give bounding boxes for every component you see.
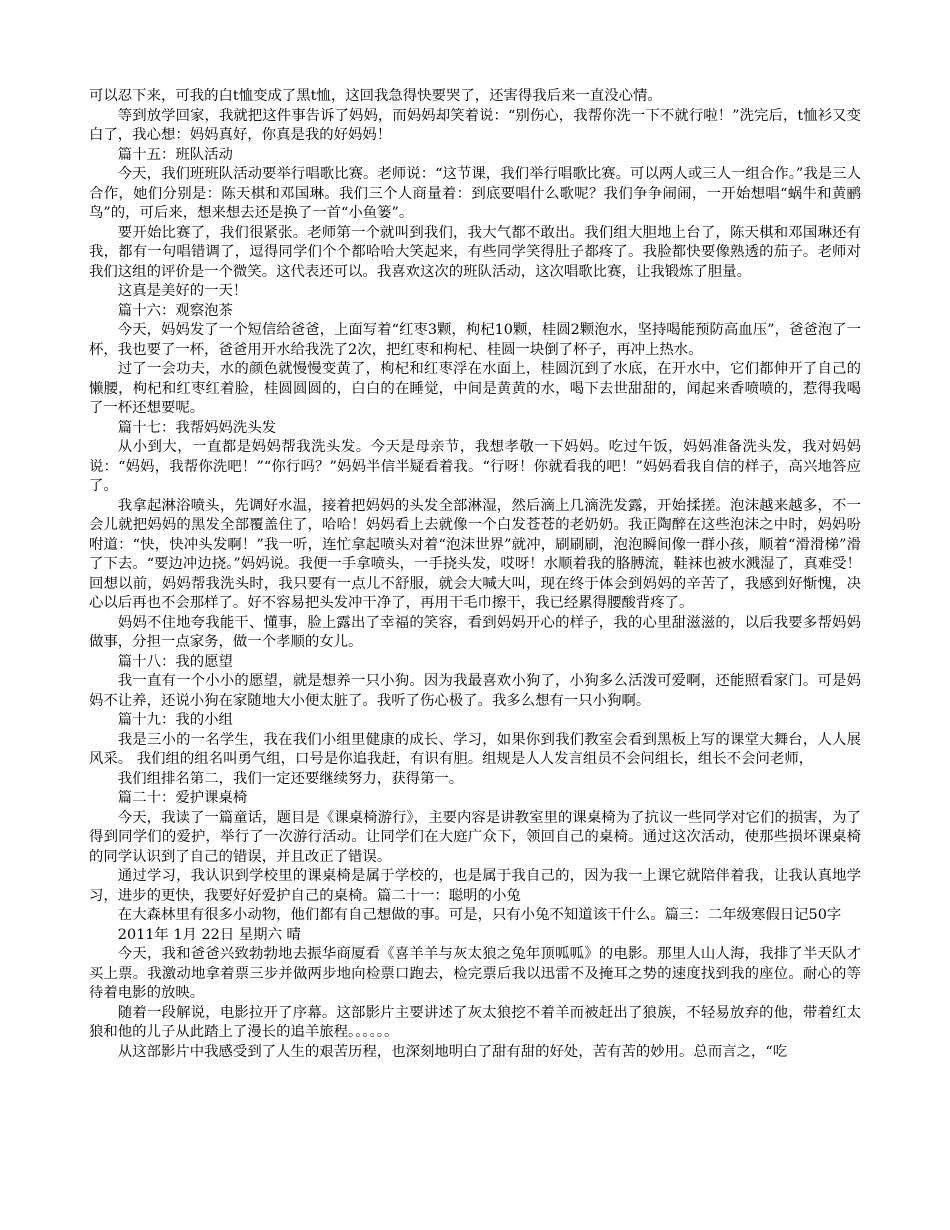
paragraph-9: 过了一会功夫，水的颜色就慢慢变黄了，枸杞和红枣浮在水面上，桂圆沉到了水底，在开水中，它们都伸开了自己的懒腰，枸杞和红枣红着脸，桂圆圆圆的，白白的在睡觉，中间是黄黄的水，喝下去世甜甜的，闻起来香喷喷的，惹得我喝了一杯还想要呢。 bbox=[89, 361, 861, 416]
diary-date: 2011年 1月 22日 星期六 晴 bbox=[117, 926, 301, 943]
paragraph-4: 今天，我们班班队活动要举行唱歌比赛。老师说：“这节课，我们举行唱歌比赛。可以两人或三人一组合作。”我是三人合作，她们分别是：陈天棋和邓国琳。我们三个人商量着：到底要唱什么歌呢？我们争争闹闹，一开始想唱“蜗牛和黄鹂鸟”的，可后来，想来想去还是换了一首“小鱼篓”。 bbox=[89, 166, 861, 221]
section-heading-18: 篇十八：我的愿望 bbox=[117, 653, 233, 670]
section-heading-19: 篇十九：我的小组 bbox=[117, 712, 233, 728]
section-heading-20: 篇二十：爱护课桌椅 bbox=[117, 790, 248, 806]
section-heading-17: 篇十七：我帮妈妈洗头发 bbox=[117, 419, 277, 436]
paragraph-25: 随着一段解说，电影拉开了序幕。这部影片主要讲述了灰太狼挖不着羊而被赶出了狼族，不轻易放弃的他，带着红太狼和他的儿子从此踏上了漫长的追羊旅程。。。。。。 bbox=[89, 1004, 861, 1040]
paragraph-17: 我是三小的一名学生，我在我们小组里健康的成长、学习，如果你到我们教室会看到黑板上写的课堂大舞台，人人展风采。 我们组的组名叫勇气组，口号是你追我赶，有识有胆。组规是人人发言组员不会问组长，组长不会问老师， bbox=[89, 731, 861, 767]
paragraph-1: 可以忍下来，可我的白t恤变成了黑t恤，这回我急得快要哭了，还害得我后来一直没心情。 bbox=[89, 88, 662, 104]
paragraph-22: 在大森林里有很多小动物，他们都有自己想做的事。可是，只有小兔不知道该干什么。篇三：二年级寒假日记50字 bbox=[117, 907, 842, 923]
document-body bbox=[89, 87, 861, 1062]
paragraph-20: 今天，我读了一篇童话，题目是《课桌椅游行》，主要内容是讲教室里的课桌椅为了抗议一些同学对它们的损害，为了得到同学们的爱护，举行了一次游行活动。让同学们在大庭广众下，领回自己的桌椅。通过这次活动，使那些损坏课桌椅的同学认识到了自己的错误，并且改正了错误。 bbox=[89, 809, 861, 865]
paragraph-26: 从这部影片中我感受到了人生的艰苦历程，也深刻地明白了甜有甜的好处，苦有苦的妙用。总而言之，“吃 bbox=[117, 1043, 788, 1060]
section-heading-15: 篇十五：班队活动 bbox=[117, 146, 233, 163]
paragraph-12: 我拿起淋浴喷头，先调好水温，接着把妈妈的头发全部淋湿，然后滴上几滴洗发露，开始揉搓。泡沫越来越多，不一会儿就把妈妈的黑发全部覆盖住了，哈哈！妈妈看上去就像一个白发苍苍的老奶奶。我正陶醉在这些泡沫之中时，妈妈吩咐道：“快，快冲头发啊！”我一听，连忙拿起喷头对着“泡沫世界”就冲，刷刷刷，泡泡瞬间像一群小孩，顺着“滑滑梯”滑了下去。“要边冲边挠。”妈妈说。我便一手拿喷头，一手挠头发，哎呀！水顺着我的胳膊流，鞋袜也被水溅湿了，真难受！回想以前，妈妈帮我洗头时，我只要有一点儿不舒服，就会大喊大叫，现在终于体会到妈妈的辛苦了，我感到好惭愧，决心以后再也不会那样了。好不容易把头发冲干净了，再用干毛巾擦干，我已经累得腰酸背疼了。 bbox=[89, 497, 861, 611]
paragraph-2: 等到放学回家，我就把这件事告诉了妈妈，而妈妈却笑着说：“别伤心，我帮你洗一下不就行啦！”洗完后，t恤衫又变白了，我心想：妈妈真好，你真是我的好妈妈！ bbox=[89, 107, 861, 143]
paragraph-13: 妈妈不住地夸我能干、懂事，脸上露出了幸福的笑容，看到妈妈开心的样子，我的心里甜滋滋的，以后我要多帮妈妈做事，分担一点家务，做一个孝顺的女儿。 bbox=[89, 614, 861, 650]
paragraph-5: 要开始比赛了，我们很紧张。老师第一个就叫到我们，我大气都不敢出。我们组大胆地上台了，陈天棋和邓国琳还有我，都有一句唱错调了，逗得同学们个个都哈哈大笑起来，有些同学笑得肚子都疼了。我脸都快要像熟透的茄子。老师对我们这组的评价是一个微笑。这代表还可以。我喜欢这次的班队活动，这次唱歌比赛，让我锻炼了胆量。 bbox=[89, 224, 861, 280]
paragraph-11: 从小到大，一直都是妈妈帮我洗头发。今天是母亲节，我想孝敬一下妈妈。吃过午饭，妈妈准备洗头发，我对妈妈说：“妈妈，我帮你洗吧！”“你行吗？”妈妈半信半疑看着我。“行呀！你就看我的吧！”妈妈看我自信的样子，高兴地答应了。 bbox=[89, 439, 861, 494]
paragraph-21: 通过学习，我认识到学校里的课桌椅是属于学校的，也是属于我自己的，因为我一上课它就陪伴着我，让我认真地学习，进步的更快，我要好好爱护自己的桌椅。篇二十一：聪明的小兔 bbox=[89, 868, 861, 904]
paragraph-24: 今天，我和爸爸兴致勃勃地去振华商厦看《喜羊羊与灰太狼之兔年顶呱呱》的电影。那里人山人海，我排了半天队才买上票。我激动地拿着票三步并做两步地向检票口跑去，检完票后我以迅雷不及掩耳之势的速度找到我的座位。耐心的等待着电影的放映。 bbox=[89, 946, 861, 1001]
paragraph-8: 今天，妈妈发了一个短信给爸爸，上面写着“红枣3颗，枸杞10颗，桂圆2颗泡水，坚持喝能预防高血压”，爸爸泡了一杯，我也要了一杯，爸爸用开水给我洗了2次，把红枣和枸杞、桂圆一块倒了杯子，再冲上热水。 bbox=[89, 322, 861, 358]
paragraph-6: 这真是美好的一天！ bbox=[117, 283, 248, 299]
section-heading-16: 篇十六：观察泡茶 bbox=[117, 302, 233, 319]
paragraph-15: 我一直有一个小小的愿望，就是想养一只小狗。因为我最喜欢小狗了，小狗多么活泼可爱啊，还能照看家门。可是妈妈不让养，还说小狗在家随地大小便太脏了。我听了伤心极了。我多么想有一只小狗啊。 bbox=[89, 673, 861, 709]
paragraph-18: 我们组排名第二，我们一定还要继续努力，获得第一。 bbox=[117, 770, 464, 787]
